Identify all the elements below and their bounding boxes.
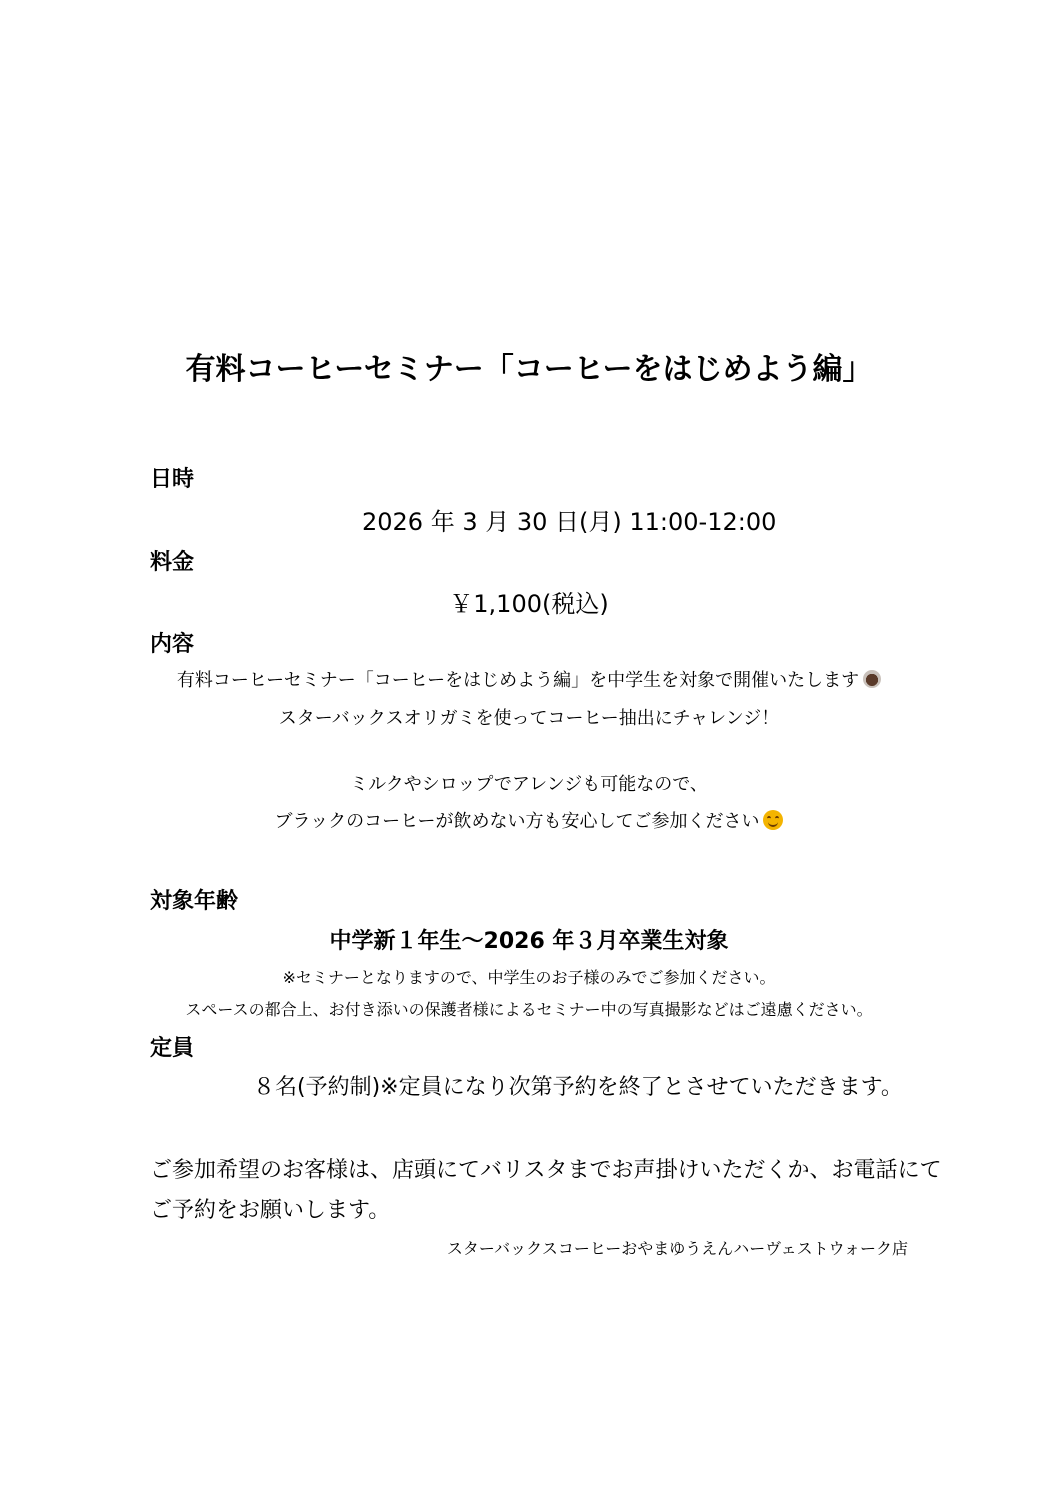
content-heading: 内容 — [150, 632, 195, 657]
store-name: スターバックスコーヒーおやまゆうえんハーヴェストウォーク店 — [446, 1239, 908, 1258]
age-heading: 対象年齢 — [150, 889, 239, 914]
content-line-2: スターバックスオリガミを使ってコーヒー抽出にチャレンジ！ — [278, 708, 780, 729]
smiling-face-icon — [763, 810, 783, 830]
age-note-2: スペースの都合上、お付き添いの保護者様によるセミナー中の写真撮影などはご遠慮ください。 — [185, 1000, 873, 1019]
reservation-line-2: ご予約をお願いします。 — [150, 1198, 391, 1223]
age-note-1: ※セミナーとなりますので、中学生のお子様のみでご参加ください。 — [282, 968, 776, 987]
content-line-4 — [0, 807, 1058, 833]
content-line-1 — [0, 666, 1058, 692]
coffee-cup-icon — [863, 670, 881, 688]
capacity-heading: 定員 — [150, 1036, 195, 1061]
capacity-value: ８名(予約制)※定員になり次第予約を終了とさせていただきます。 — [253, 1075, 903, 1100]
fee-heading: 料金 — [150, 550, 195, 575]
content-line-4-text: ブラックのコーヒーが飲めない方も安心してご参加ください — [274, 811, 760, 832]
age-value: 中学新１年生～2026 年３月卒業生対象 — [329, 929, 729, 954]
content-line-1-text: 有料コーヒーセミナー「コーヒーをはじめよう編」を中学生を対象で開催いたします — [176, 670, 860, 691]
page-title: 有料コーヒーセミナー「コーヒーをはじめよう編」 — [185, 352, 873, 387]
content-line-3: ミルクやシロップでアレンジも可能なので、 — [350, 774, 708, 795]
datetime-heading: 日時 — [150, 467, 195, 492]
fee-value: ￥1,100(税込) — [449, 590, 609, 618]
datetime-value: 2026 年 3 月 30 日(月) 11:00-12:00 — [362, 508, 777, 536]
reservation-line-1: ご参加希望のお客様は、店頭にてバリスタまでお声掛けいただくか、お電話にて — [150, 1158, 942, 1183]
